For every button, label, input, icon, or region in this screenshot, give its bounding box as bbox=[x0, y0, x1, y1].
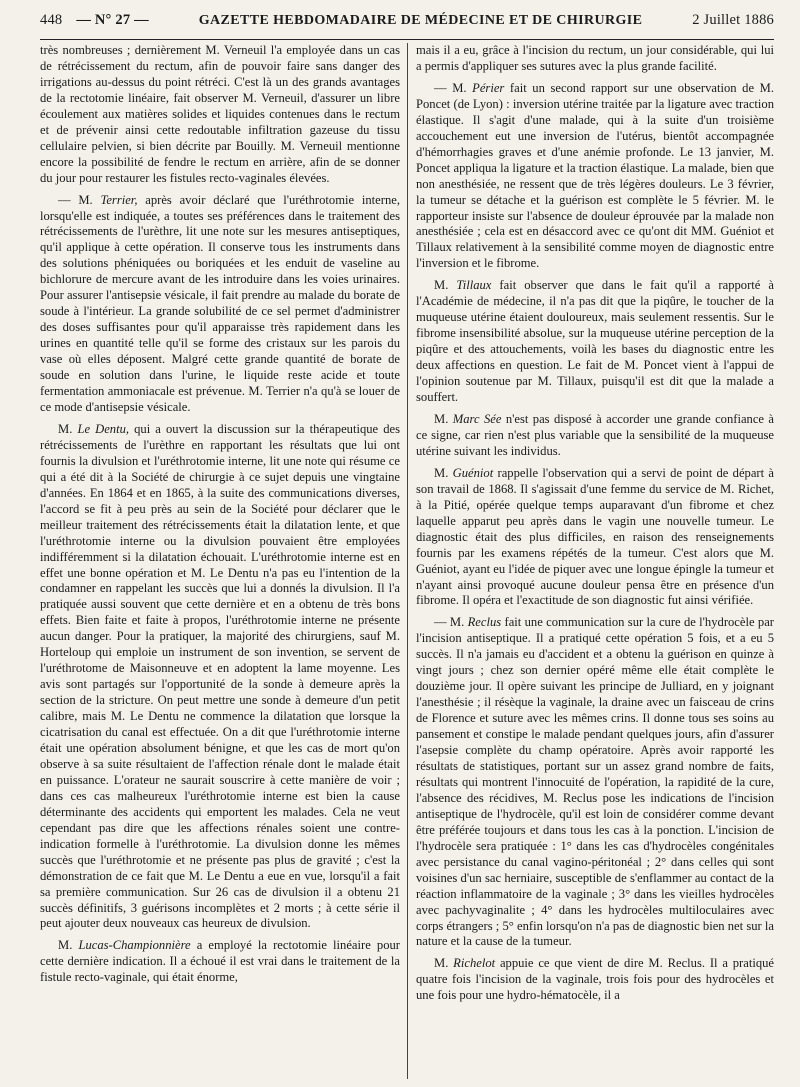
speaker-name: Périer bbox=[472, 80, 505, 95]
speaker-name: Le Dentu, bbox=[77, 421, 130, 436]
page-number: 448 bbox=[40, 12, 63, 28]
paragraph: M. Le Dentu, qui a ouvert la discussion sur la thérapeutique des rétrécissements de l'urèthre en rapportant les résultats que lui ont fournis la divulsion et l'uréthrotomie interne, lit une note qui résume ce qui a été dit à la Société de chirurgie à ce sujet depuis une vingtaine d'années. En 1864 et en 1865, à la suite des communications diverses, l'accord se fit à peu près au sein de la Société pour déclarer que le meilleur traitement des rétrécissements était la dilatation lente, et que l'uréthrotomie interne ou la divulsion pouvaient être employées indifféremment si la dilatation échouait. L'uréthrotomie interne est en effet une bonne opération et M. Le Dentu n'a pas eu l'intention de la condamner en rappelant les succès que lui a donnés la divulsion. Il l'a pratiquée aussi souvent que cette dernière et en a obtenu de très bons effets. Bien faite et faite à propos, l'uréthrotomie interne ne présente aucun danger. Pour la pratiquer, la majorité des chirurgiens, sauf M. Horteloup qui emploie un instrument de son invention, se servent de l'uréthrotome de Maisonneuve et en adoptent la lame moyenne. Les avis sont partagés sur l'opportunité de la sonde à demeure après la section de la stricture. On peut mettre une sonde à demeure d'un petit calibre, mais M. Le Dentu ne commence la dilatation que lorsque la cicatrisation du canal est effectuée. On a dit que l'uréthrotomie interne était une opération absolument bénigne, et que les cas de mort qu'on observe à sa suite résultaient de l'affection rénale dont le malade était en puissance. L'orateur ne saurait souscrire à cette manière de voir ; dans ces cas malheureux l'uréthrotomie interne est bien la cause déterminante des accidents qui emportent les malades. Cela ne veut cependant pas dire que les affections rénales soient une contre-indication formelle à l'uréthrotomie. La divulsion donne les mêmes succès que l'uréthrotomie et ne présente pas plus de gravité ; c'est la démonstration de ce fait que M. Le Dentu a eue en vue, lorsqu'il a fait sa première communication. Sur 26 cas de divulsion il a obtenu 21 succès définitifs, 3 guérisons incomplètes et 2 morts ; à cette série il peut ajouter deux nouveaux cas heureux de divulsion. bbox=[40, 421, 401, 931]
paragraph: M. Richelot appuie ce que vient de dire M. Reclus. Il a pratiqué quatre fois l'incision de la vaginale, trois fois pour des hydrocèles et une fois pour une hydro-hématocèle, il a bbox=[416, 956, 774, 1003]
speaker-name: Reclus bbox=[467, 615, 502, 630]
paragraph: M. Tillaux fait observer que dans le fait qu'il a rapporté à l'Académie de médecine, il n'a pas dit que la piqûre, le toucher de la muqueuse utérine étaient douloureux, mais seulement ressentis. Sur le fibrome insensibilité absolue, sur la muqueuse utérine perception de la piqûre et des attouchements, voilà les bases du diagnostic entre les deux affections en question. Le fait de M. Poncet vient à l'appui de l'opinion soutenue par M. Tillaux, puisqu'il est dit que la malade a souffert. bbox=[416, 278, 774, 405]
paragraph: mais il a eu, grâce à l'incision du rectum, un jour considérable, qui lui a permis d'appliquer ses sutures avec la plus grande facilité. bbox=[416, 43, 774, 73]
paragraph: — M. Périer fait un second rapport sur une observation de M. Poncet (de Lyon) : inversion utérine traitée par la ligature avec traction élastique. Il s'agit d'une malade, qui à la suite d'un troisième accouchement eut une inversion de l'utérus, bientôt accompagnée d'hémorrhagies graves et d'une anémie profonde. Le 13 janvier, M. Poncet appliqua la ligature et la traction élastique. La malade, bien que non anesthésiée, ne ressent que de très légères douleurs. Le 3 février, la tumeur se détache et la guérison est complète le 5 février. M. le rapporteur insiste sur l'absence de douleur éprouvée par la malade non anesthésiée ; cela est en désaccord avec ce qu'ont dit MM. Guéniot et Tillaux relativement à la sensibilité comme moyen de diagnostic entre l'inversion et le fibrome. bbox=[416, 80, 774, 271]
paragraph: M. Marc Sée n'est pas disposé à accorder une grande confiance à ce signe, car rien n'est plus variable que la sensibilité de la muqueuse utérine suivant les individus. bbox=[416, 411, 774, 458]
header-rule bbox=[40, 39, 774, 40]
paragraph: — M. Terrier, après avoir déclaré que l'uréthrotomie interne, lorsqu'elle est indiquée, a toutes ses préférences dans le traitement des rétrécissements de l'urèthre, lit une note sur les mesures antiseptiques, qu'il applique à cette opération. Il conserve tous les instruments dans des solutions phéniquées ou boriquées et les enduit de vaseline au bichlorure de mercure avant de les introduire dans les voies urinaires. Pour assurer l'antisepsie vésicale, il fait prendre au malade du borate de soude à l'intérieur. La grande solubilité de ce sel permet d'administrer des doses suffisantes pour qu'il apparaisse très rapidement dans les urines en quantité telle qu'il se forme des cristaux sur les parois du vase où elles déposent. Malgré cette grande quantité de borate de soude en solution dans l'urine, le liquide reste acide et toute fermentation ammoniacale est prévenue. M. Terrier n'a qu'à se louer de ce mode d'antisepsie vésicale. bbox=[40, 192, 400, 414]
speaker-name: Guéniot bbox=[452, 465, 494, 480]
paragraph: — M. Reclus fait une communication sur la cure de l'hydrocèle par l'incision antiseptique. Il a pratiqué cette opération 5 fois, et a eu 5 succès. Il n'a jamais eu d'accident et a obtenu la guérison en quinze à vingt jours ; chez son dernier opéré même elle était complète le douzième jour. Il opère suivant les principe de Julliard, en y joignant l'anesthésie ; il résèque la vaginale, la draine avec un faisceau de crins de Florence et suture avec les mêmes crins. Il donne tous ses soins au pansement et constipe le malade pendant quelques jours, afin d'assurer l'asepsie complète du champ opératoire. Après avoir rapporté les résultats de statistiques, portant sur un assez grand nombre de faits, résultats qui montrent l'innocuité de l'opération, la rapidité de la cure, l'absence des récidives, M. Reclus pose les indications de l'incision antiseptique de l'hydrocèle, qu'il est loin de considérer comme devant être préférée toujours et dans tous les cas à la ponction. L'incision de l'hydrocèle sera pratiquée : 1° dans les cas d'hydrocèles congénitales avec persistance du canal vagino-péritonéal ; 2° dans celles qui sont voisines d'un sac herniaire, susceptible de s'enflammer au contact de la réaction inflammatoire de la vaginale ; 3° dans les vieilles hydrocèles avec pachyvaginalite ; 4° dans les hydrocèles multiloculaires avec corps étrangers ; 5° enfin lorsqu'on n'a pas de diagnostic bien net sur la nature et la cause de la tumeur. bbox=[416, 615, 774, 949]
speaker-name: Richelot bbox=[453, 956, 496, 971]
paragraph: très nombreuses ; dernièrement M. Verneuil l'a employée dans un cas de rétrécissement du rectum, afin de pouvoir faire sans danger des irrigations au-dessus du point rétréci. C'est là un des grands avantages de la rectotomie linéaire, fait observer M. Verneuil, d'assurer un libre écoulement aux matières solides et liquides contenues dans le rectum et de prévenir ainsi cette redoutable infiltration gazeuse du tissu cellulaire pelvien, si bien décrite par Bouilly. M. Verneuil mentionne encore la possibilité de fendre le rectum en arrière, afin de se donner du jour pour restaurer les fistules recto-vaginales élevées. bbox=[40, 43, 400, 185]
paragraph: M. Lucas-Championnière a employé la rectotomie linéaire pour cette dernière indication. Il a échoué il est vrai dans le traitement de la fistule recto-vaginale, qui était énorme, bbox=[40, 938, 400, 985]
speaker-name: Marc Sée bbox=[452, 411, 502, 426]
journal-title: GAZETTE HEBDOMADAIRE DE MÉDECINE ET DE CHIRURGIE bbox=[198, 13, 643, 28]
speaker-name: Tillaux bbox=[456, 278, 492, 293]
page-header bbox=[40, 12, 774, 36]
right-column bbox=[407, 43, 774, 1079]
left-column bbox=[40, 43, 407, 1079]
speaker-name: Terrier, bbox=[100, 192, 138, 207]
issue-number: — N° 27 — bbox=[76, 12, 149, 28]
issue-date: 2 Juillet 1886 bbox=[692, 12, 774, 28]
paragraph: M. Guéniot rappelle l'observation qui a servi de point de départ à son travail de 1868. Il s'agissait d'une femme du service de M. Richet, à la Pitié, opérée quelque temps auparavant d'un fibrome et chez laquelle apparut peu après dans le vagin une nouvelle tumeur. Le diagnostic était des plus difficiles, en raison des renseignements fournis par les examens répétés de la tumeur. C'est alors que M. Guéniot, ayant eu l'idée de piquer avec une longue épingle la tumeur et n'ayant ainsi provoqué aucune douleur pensa être en présence d'un fibrome. Il opéra et l'exactitude de son diagnostic fut ainsi vérifiée. bbox=[416, 465, 774, 608]
speaker-name: Lucas-Championnière bbox=[78, 938, 191, 953]
text-columns bbox=[40, 43, 774, 1079]
